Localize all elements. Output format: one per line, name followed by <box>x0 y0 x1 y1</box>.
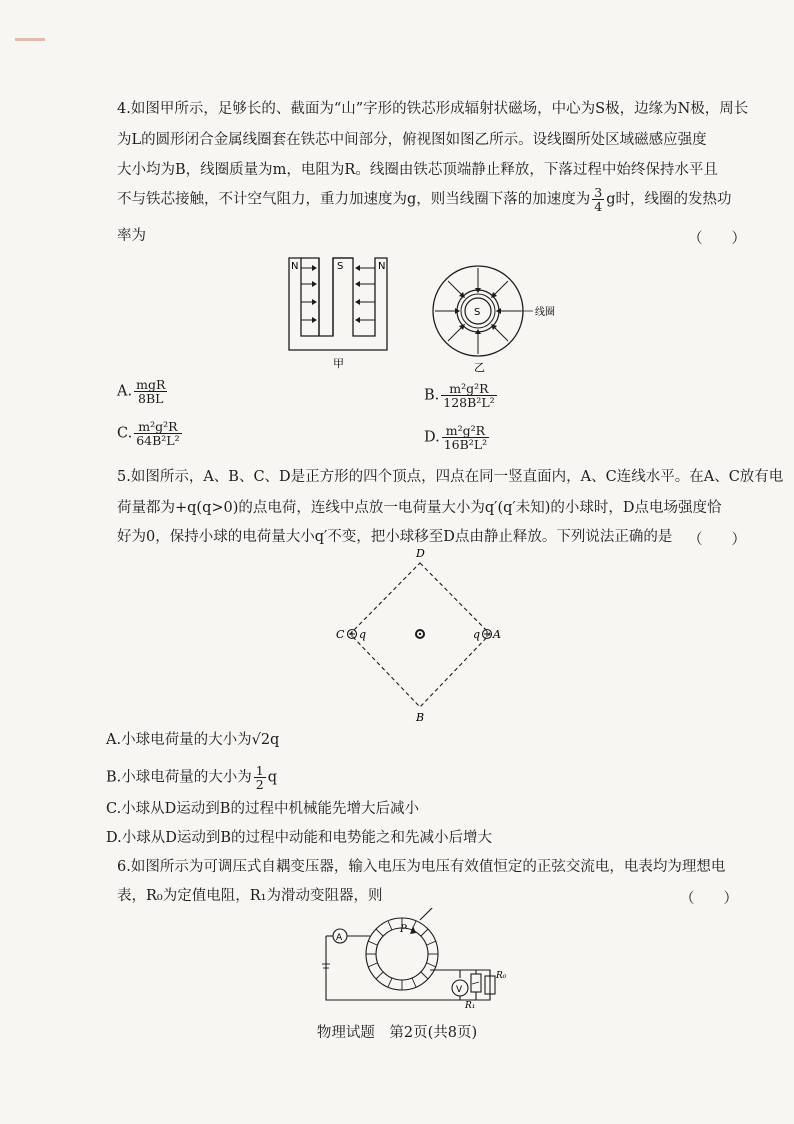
q4-option-d <box>424 424 491 451</box>
q4-option-c-frac <box>134 420 181 447</box>
q4-line5: 率为 <box>117 228 146 244</box>
q4-line4 <box>117 186 732 213</box>
q5-option-d: D.小球从D运动到B的过程中动能和电势能之和先减小后增大 <box>106 830 492 846</box>
jia-n-right: N <box>378 261 386 272</box>
q5-option-a-text: A.小球电荷量的大小为 <box>106 732 252 748</box>
q5-label-c: C <box>336 628 345 641</box>
q4-option-c-num: m²g²R <box>134 420 181 434</box>
q4-option-c-letter: C. <box>117 425 133 442</box>
q4-option-b-frac <box>441 382 496 409</box>
q5-option-b-frac <box>254 764 266 791</box>
q4-frac-den: 4 <box>594 199 603 214</box>
q4-option-b <box>424 382 499 409</box>
q4-option-d-den: 16B²L² <box>443 437 488 452</box>
q5-label-a: A <box>493 628 501 641</box>
q4-frac-num: 3 <box>594 185 603 200</box>
q4-line4a: 不与铁芯接触，不计空气阻力，重力加速度为g，则当线圈下落的加速度为 <box>117 191 591 208</box>
jia-n-left: N <box>291 261 299 272</box>
q5-answer-paren: （ ） <box>688 532 746 548</box>
q5-label-qa: q <box>473 628 481 641</box>
yi-label: 乙 <box>474 361 485 374</box>
q6-circuit-figure <box>318 908 508 1012</box>
page-footer: 物理试题 第2页(共8页) <box>316 1025 478 1041</box>
q4-option-a-frac <box>134 378 167 405</box>
q4-line1: 4.如图甲所示，足够长的、截面为“山”字形的铁芯形成辐射状磁场，中心为S极，边缘为N极，周长 <box>117 101 749 117</box>
q5-label-qc: q <box>359 628 367 641</box>
jia-s-mid: S <box>337 261 344 272</box>
q5-option-b-den: 2 <box>255 777 264 792</box>
yi-s: S <box>474 307 481 318</box>
jia-label: 甲 <box>333 357 344 370</box>
q4-option-a <box>117 378 169 405</box>
q4-option-d-letter: D. <box>424 429 440 446</box>
q6-r0-label: R₀ <box>496 971 507 981</box>
scan-mark <box>15 38 45 41</box>
q5-figure-square <box>330 545 510 725</box>
q4-option-b-letter: B. <box>424 387 440 404</box>
q5-line1: 5.如图所示，A、B、C、D是正方形的四个顶点，四点在同一竖直面内，A、C连线水平。在A、C放有电 <box>117 469 784 485</box>
q4-option-d-num: m²g²R <box>442 424 489 438</box>
q6-ammeter-label: A <box>336 933 343 943</box>
q5-line2: 荷量都为+q(q>0)的点电荷，连线中点放一电荷量大小为q′(q′未知)的小球时，D点电场强度恰 <box>117 500 722 516</box>
q5-label-b: B <box>416 711 425 724</box>
q4-option-b-den: 128B²L² <box>443 395 495 410</box>
q5-option-b-num: 1 <box>255 763 264 778</box>
q5-option-c: C.小球从D运动到B的过程中机械能先增大后减小 <box>106 801 419 817</box>
q4-option-a-num: mgR <box>136 377 166 392</box>
q4-option-d-frac <box>442 424 489 451</box>
q4-fraction <box>592 186 604 213</box>
q6-line2: 表，R₀为定值电阻，R₁为滑动变阻器，则 <box>117 888 383 904</box>
q4-line3: 大小均为B，线圈质量为m，电阻为R。线圈由铁芯顶端静止释放，下落过程中始终保持水平且 <box>117 162 718 178</box>
q4-option-a-letter: A. <box>117 383 133 400</box>
q5-option-b-unit: q <box>267 769 278 786</box>
q4-line4b: g时，线圈的发热功 <box>606 191 732 208</box>
q5-option-a-value: √2q <box>251 732 280 748</box>
q5-option-b <box>106 764 277 791</box>
yi-coil-label: 线圈 <box>535 307 555 318</box>
q6-answer-paren: （ ） <box>680 891 738 907</box>
q4-option-a-den: 8BL <box>138 391 164 406</box>
q4-option-c <box>117 420 184 447</box>
q5-line3: 好为0，保持小球的电荷量大小q′不变，把小球移至D点由静止释放。下列说法正确的是 <box>117 529 673 545</box>
q5-option-b-text: B.小球电荷量的大小为 <box>106 769 252 786</box>
q6-line1: 6.如图所示为可调压式自耦变压器，输入电压为电压有效值恒定的正弦交流电，电表均为理想电 <box>117 859 726 875</box>
q6-r1-label: R₁ <box>465 1001 476 1011</box>
q5-option-a <box>106 731 279 749</box>
q4-option-c-den: 64B²L² <box>136 433 180 448</box>
q4-figure-jia <box>283 254 395 374</box>
q6-slider-p: P <box>400 924 407 935</box>
q4-option-b-num: m²g²R <box>441 382 496 396</box>
q4-figure-yi <box>430 262 570 376</box>
q4-line2: 为L的圆形闭合金属线圈套在铁芯中间部分，俯视图如图乙所示。设线圈所处区域磁感应强度 <box>117 132 707 148</box>
q5-label-d: D <box>416 547 425 560</box>
q4-answer-paren: （ ） <box>688 231 746 247</box>
q6-voltmeter-label: V <box>456 985 463 995</box>
